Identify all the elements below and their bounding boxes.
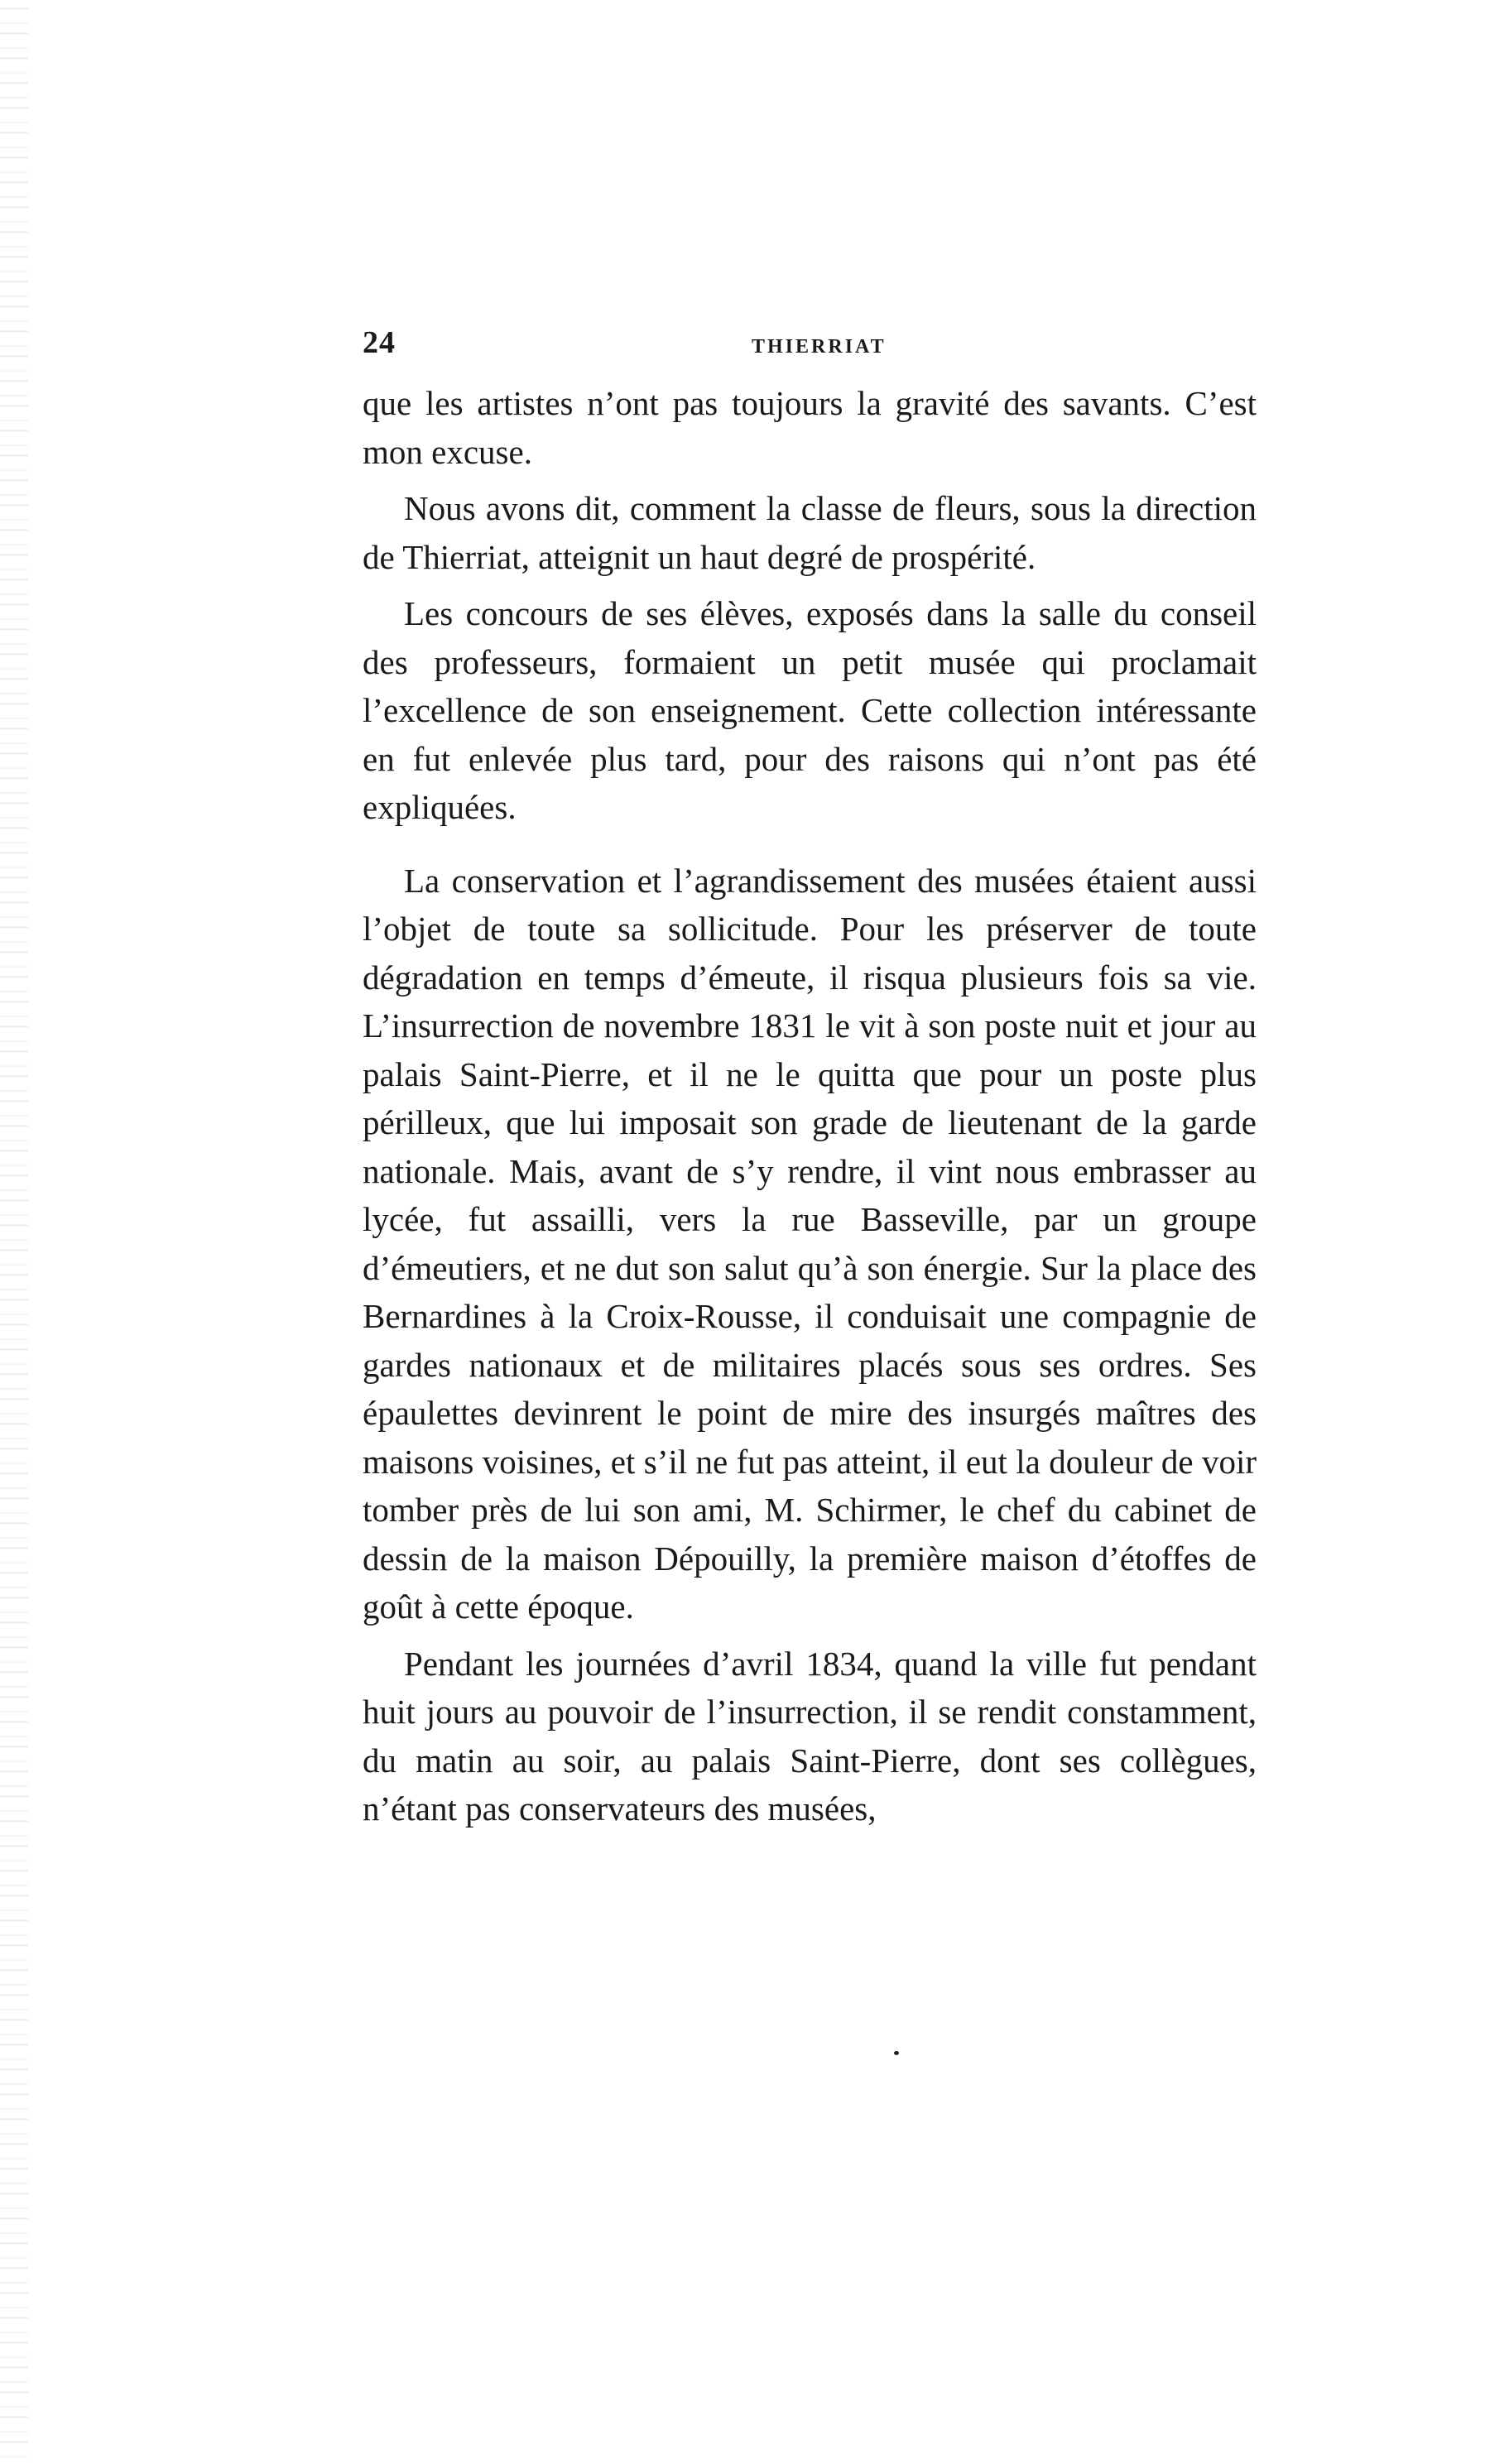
- body-text: [363, 379, 1257, 1833]
- page-number: 24: [363, 325, 396, 360]
- paragraph-3: Les concours de ses élèves, exposés dans la salle du conseil des professeurs, formaient un petit musée qui proclamait l’excellence de son enseignement. Cette collection intéressante en fut enlevée plus tard, pour des raisons qui n’ont pas été expliquées.: [363, 594, 1257, 826]
- paragraph-2: Nous avons dit, comment la classe de fleurs, sous la direction de Thierriat, atteignit un haut degré de prospérité.: [363, 489, 1257, 576]
- binding-edge-shadow: [0, 0, 28, 2464]
- ink-speck: [894, 2051, 899, 2055]
- running-head: THIERRIAT: [752, 336, 887, 358]
- paragraph-4: La conservation et l’agrandissement des musées étaient aussi l’objet de toute sa sollicitude. Pour les préserver de toute dégradation en temps d’émeute, il risqua plusieurs fois sa vie. L’insurrection de novembre 1831 le vit à son poste nuit et jour au palais Saint-Pierre, et il ne le quitta que pour un poste plus périlleux, que lui imposait son grade de lieutenant de la garde nationale. Mais, avant de s’y rendre, il vint nous embrasser au lycée, fut assailli, vers la rue Basseville, par un groupe d’émeutiers, et ne dut son salut qu’à son énergie. Sur la place des Bernardines à la Croix-Rousse, il conduisait une compagnie de gardes nationaux et de militaires placés sous ses ordres. Ses épaulettes devinrent le point de mire des insurgés maîtres des maisons voisines, et s’il ne fut pas atteint, il eut la douleur de voir tomber près de lui son ami, M. Schirmer, le chef du cabinet de dessin de la maison Dépouilly, la première maison d’étoffes de goût à cette époque.: [363, 861, 1257, 1626]
- paragraph-1: que les artistes n’ont pas toujours la gravité des savants. C’est mon excuse.: [363, 384, 1257, 471]
- page-header: [363, 324, 1257, 366]
- paragraph-5: Pendant les journées d’avril 1834, quand la ville fut pendant huit jours au pouvoir de l’insurrection, il se rendit constamment, du matin au soir, au palais Saint-Pierre, dont ses collègues, n’étant pas conservateurs des musées,: [363, 1644, 1257, 1828]
